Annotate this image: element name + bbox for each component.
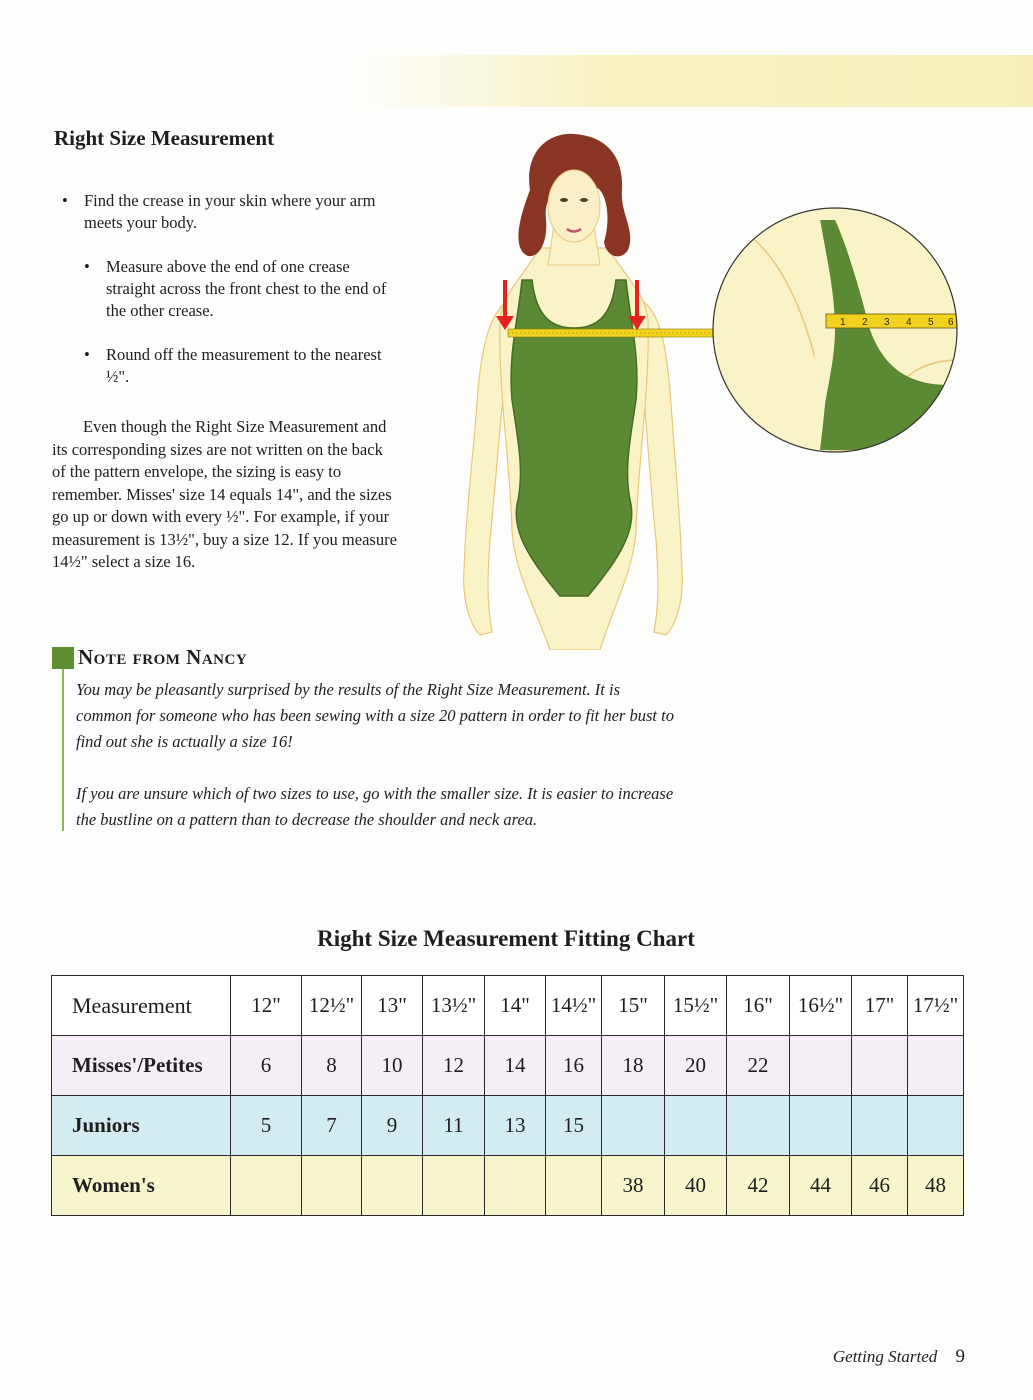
tape-number: 6 — [948, 317, 954, 328]
table-cell: 22 — [727, 1036, 790, 1096]
table-cell: 8 — [302, 1036, 362, 1096]
row-label: Juniors — [52, 1096, 231, 1156]
header-cell: 13" — [362, 976, 423, 1036]
table-cell: 44 — [790, 1156, 852, 1216]
table-cell: 46 — [852, 1156, 908, 1216]
tape-number: 1 — [840, 317, 846, 328]
table-cell: 18 — [602, 1036, 665, 1096]
table-cell — [908, 1096, 964, 1156]
table-cell — [302, 1156, 362, 1216]
table-cell: 13 — [485, 1096, 546, 1156]
note-paragraph: You may be pleasantly surprised by the results of the Right Size Measurement. It is common for someone who has been sewing with a size 20 pattern in order to fit her bust to find out she is actually a size 16! — [76, 680, 674, 751]
table-cell — [602, 1096, 665, 1156]
table-cell: 20 — [665, 1036, 727, 1096]
tape-number: 4 — [906, 317, 912, 328]
table-cell: 5 — [231, 1096, 302, 1156]
header-color-band — [360, 55, 1033, 107]
fitting-chart-table — [51, 975, 964, 1216]
section-heading: Right Size Measurement — [54, 126, 275, 150]
note-title: Note from Nancy — [78, 645, 248, 669]
page-footer — [833, 1346, 965, 1368]
header-cell: 12½" — [302, 976, 362, 1036]
table-cell: 38 — [602, 1156, 665, 1216]
header-cell: 14" — [485, 976, 546, 1036]
header-cell: 15" — [602, 976, 665, 1036]
table-cell — [362, 1156, 423, 1216]
table-cell — [546, 1156, 602, 1216]
table-cell: 7 — [302, 1096, 362, 1156]
header-cell: 16" — [727, 976, 790, 1036]
magnified-detail — [710, 206, 960, 456]
table-cell — [790, 1036, 852, 1096]
note-marker-square — [52, 647, 74, 669]
header-cell: 17½" — [908, 976, 964, 1036]
tape-number: 2 — [862, 317, 868, 328]
header-cell: Measurement — [52, 976, 231, 1036]
header-cell: 14½" — [546, 976, 602, 1036]
table-cell — [231, 1156, 302, 1216]
left-eye — [560, 198, 568, 202]
table-cell — [790, 1096, 852, 1156]
table-cell — [665, 1096, 727, 1156]
table-cell: 14 — [485, 1036, 546, 1096]
instruction-sub-bullet: • Round off the measurement to the nearest ½". — [106, 344, 399, 388]
table-row — [52, 1036, 964, 1096]
table-row — [52, 1156, 964, 1216]
header-cell: 15½" — [665, 976, 727, 1036]
page-number: 9 — [955, 1346, 965, 1367]
note-paragraph: If you are unsure which of two sizes to use, go with the smaller size. It is easier to increase the bustline on a pattern than to decrease the shoulder and neck area. — [76, 784, 674, 829]
table-cell — [852, 1036, 908, 1096]
measurement-illustration — [440, 130, 1020, 650]
row-label: Misses'/Petites — [52, 1036, 231, 1096]
tape-number: 5 — [928, 317, 934, 328]
table-cell: 10 — [362, 1036, 423, 1096]
instruction-list — [54, 190, 399, 388]
instruction-sub-bullet: • Measure above the end of one crease straight across the front chest to the end of the other crease. — [106, 256, 399, 322]
table-cell — [852, 1096, 908, 1156]
note-box — [52, 645, 692, 835]
footer-section-name: Getting Started — [832, 1347, 938, 1366]
table-cell: 6 — [231, 1036, 302, 1096]
header-cell: 17" — [852, 976, 908, 1036]
swimsuit — [511, 280, 637, 596]
table-cell — [908, 1036, 964, 1096]
table-cell: 12 — [423, 1036, 485, 1096]
chest-tape-measure — [508, 329, 714, 337]
table-row — [52, 1096, 964, 1156]
table-cell: 9 — [362, 1096, 423, 1156]
table-cell: 11 — [423, 1096, 485, 1156]
body-paragraph: Even though the Right Size Measurement and its corresponding sizes are not written on the back of the pattern envelope, the sizing is easy to remember. Misses' size 14 equals 14", and the sizes go up or down with every ½". For example, if your measurement is 13½", buy a size 12. If you measure 14½" select a size 16. — [52, 417, 397, 571]
table-cell — [727, 1096, 790, 1156]
table-cell — [485, 1156, 546, 1216]
header-cell: 12" — [231, 976, 302, 1036]
row-label: Women's — [52, 1156, 231, 1216]
table-cell: 16 — [546, 1036, 602, 1096]
table-cell: 40 — [665, 1156, 727, 1216]
header-cell: 13½" — [423, 976, 485, 1036]
instruction-bullet: • Find the crease in your skin where your arm meets your body. — [84, 190, 399, 234]
header-cell: 16½" — [790, 976, 852, 1036]
chart-title: Right Size Measurement Fitting Chart — [317, 926, 695, 951]
note-side-rule — [62, 669, 64, 831]
table-cell — [423, 1156, 485, 1216]
right-eye — [580, 198, 588, 202]
tape-number: 3 — [884, 317, 890, 328]
table-header-row — [52, 976, 964, 1036]
table-cell: 15 — [546, 1096, 602, 1156]
table-cell: 48 — [908, 1156, 964, 1216]
table-cell: 42 — [727, 1156, 790, 1216]
